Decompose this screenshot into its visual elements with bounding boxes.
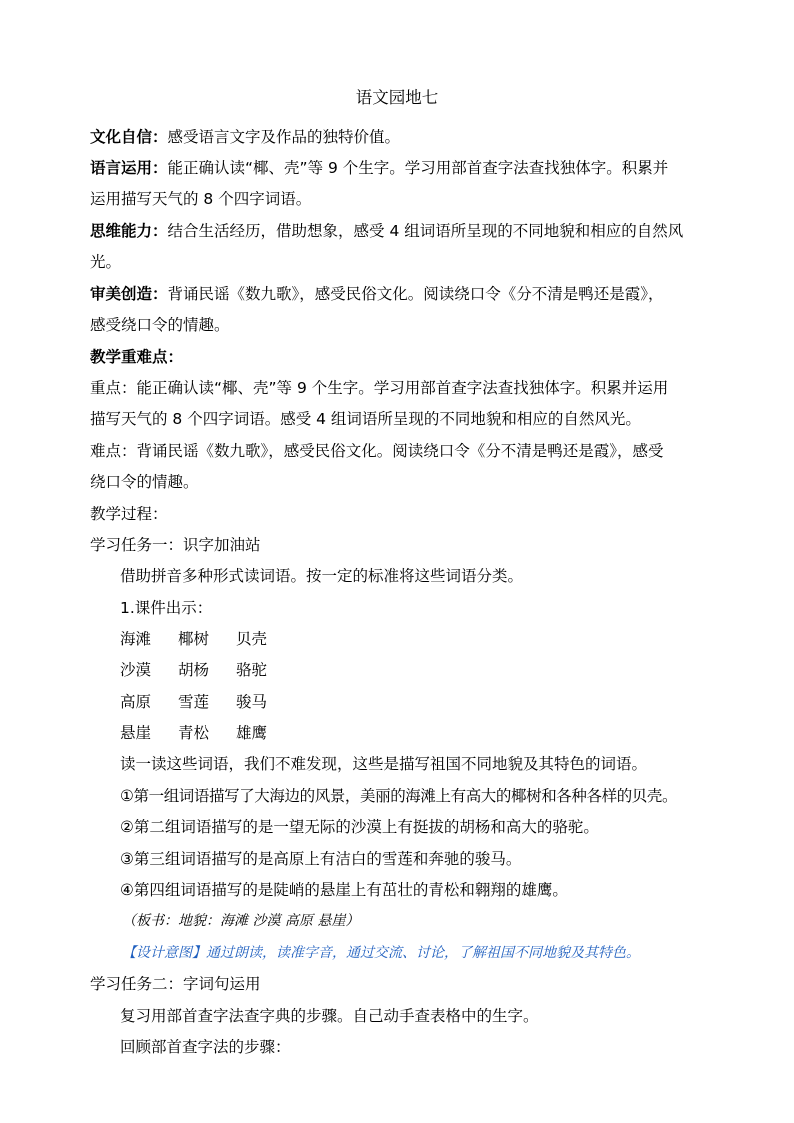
key-line-1: 重点：能正确认读“椰、壳”等 9 个生字。学习用部首查字法查找独体字。积累并运用 xyxy=(90,379,669,397)
process-heading: 教学过程： xyxy=(90,505,168,523)
task1-show: 1.课件出示： xyxy=(120,599,213,617)
goal-aesthetic-cont: 感受绕口令的情趣。 xyxy=(90,316,230,334)
word: 海滩 xyxy=(120,630,152,648)
goal-text: 能正确认读“椰、壳”等 9 个生字。学习用部首查字法查找独体字。积累并 xyxy=(167,159,669,177)
word-row xyxy=(120,660,714,680)
word: 贝壳 xyxy=(236,630,268,648)
task1-intro: 借助拼音多种形式读词语。按一定的标准将这些词语分类。 xyxy=(120,567,524,585)
goal-label: 审美创造： xyxy=(90,285,168,303)
design-intent-label: 【设计意图】 xyxy=(122,945,206,961)
goal-text: 背诵民谣《数九歌》，感受民俗文化。阅读绕口令《分不清是鸭还是霞》， xyxy=(167,285,664,303)
word: 高原 xyxy=(120,693,152,711)
goal-aesthetic xyxy=(90,284,714,304)
diff-line-2: 绕口令的情趣。 xyxy=(90,473,199,491)
goal-text: 感受语言文字及作品的独特价值。 xyxy=(167,128,401,146)
word: 沙漠 xyxy=(120,661,152,679)
word: 骆驼 xyxy=(236,661,268,679)
goal-label: 文化自信： xyxy=(90,128,168,146)
word: 椰树 xyxy=(178,630,210,648)
group-desc-4: ④第四组词语描写的是陡峭的悬崖上有茁壮的青松和翱翔的雄鹰。 xyxy=(120,881,568,899)
goal-thinking-cont: 光。 xyxy=(90,253,122,271)
board-note: （板书：地貌：海滩 沙漠 高原 悬崖） xyxy=(122,913,360,929)
group-desc-1: ①第一组词语描写了大海边的风景，美丽的海滩上有高大的椰树和各种各样的贝壳。 xyxy=(120,787,678,805)
goal-text: 结合生活经历，借助想象，感受 4 组词语所呈现的不同地貌和相应的自然风 xyxy=(167,222,684,240)
word: 骏马 xyxy=(236,693,268,711)
word: 胡杨 xyxy=(178,661,210,679)
goal-label: 思维能力： xyxy=(90,222,168,240)
word: 青松 xyxy=(178,724,210,742)
design-intent xyxy=(122,943,714,963)
word: 雄鹰 xyxy=(236,724,268,742)
goal-language xyxy=(90,158,714,178)
goal-culture xyxy=(90,127,714,147)
word-row xyxy=(120,692,714,712)
goal-thinking xyxy=(90,221,714,241)
keypoints-heading: 教学重难点： xyxy=(90,348,184,366)
goal-label: 语言运用： xyxy=(90,159,168,177)
goal-language-cont: 运用描写天气的 8 个四字词语。 xyxy=(90,190,312,208)
diff-line-1: 难点：背诵民谣《数九歌》，感受民俗文化。阅读绕口令《分不清是鸭还是霞》，感受 xyxy=(90,442,664,460)
group-desc-3: ③第三组词语描写的是高原上有洁白的雪莲和奔驰的骏马。 xyxy=(120,850,522,868)
task2-p2: 回顾部首查字法的步骤： xyxy=(120,1038,291,1056)
task1-read: 读一读这些词语，我们不难发现，这些是描写祖国不同地貌及其特色的词语。 xyxy=(120,755,648,773)
key-line-2: 描写天气的 8 个四字词语。感受 4 组词语所呈现的不同地貌和相应的自然风光。 xyxy=(90,410,641,428)
task2-heading: 学习任务二：字词句运用 xyxy=(90,975,261,993)
group-desc-2: ②第二组词语描写的是一望无际的沙漠上有挺拔的胡杨和高大的骆驼。 xyxy=(120,818,599,836)
task1-heading: 学习任务一：识字加油站 xyxy=(90,536,261,554)
task2-p1: 复习用部首查字法查字典的步骤。自己动手查表格中的生字。 xyxy=(120,1007,539,1025)
word: 雪莲 xyxy=(178,693,210,711)
design-intent-text: 通过朗读，读准字音，通过交流、讨论，了解祖国不同地貌及其特色。 xyxy=(206,945,640,961)
word: 悬崖 xyxy=(120,724,152,742)
word-row xyxy=(120,723,714,743)
word-row xyxy=(120,629,714,649)
page-title: 语文园地七 xyxy=(355,88,439,107)
